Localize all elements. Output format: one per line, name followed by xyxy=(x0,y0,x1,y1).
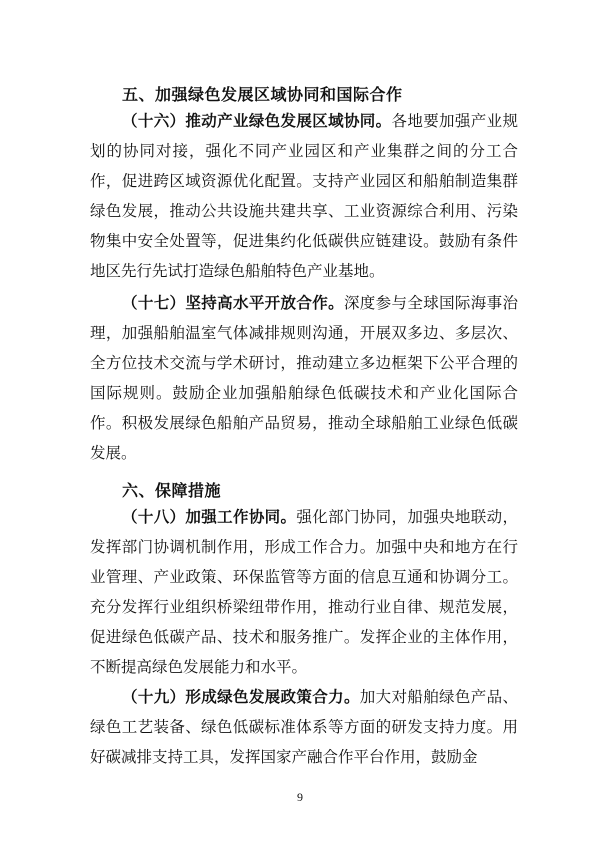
paragraph-17-lead: （十七）坚持高水平开放合作。 xyxy=(122,294,344,312)
section-6-heading: 六、保障措施 xyxy=(122,481,222,500)
paragraph-19 xyxy=(90,682,518,772)
paragraph-16-body: 各地要加强产业规划的协同对接，强化不同产业园区和产业集群之间的分工合作，促进跨区域资源优化配置。支持产业园区和船舶制造集群绿色发展，推动公共设施共建共享、工业资源综合利用、污染物集中安全处置等，促进集约化低碳供应链建设。鼓励有条件地区先行先试打造绿色船舶特色产业基地。 xyxy=(90,112,518,280)
paragraph-16 xyxy=(90,106,518,286)
paragraph-19-body: 加大对船舶绿色产品、绿色工艺装备、绿色低碳标准体系等方面的研发支持力度。用好碳减排支持工具，发挥国家产融合作平台作用，鼓励金 xyxy=(90,688,518,766)
paragraph-18-body: 强化部门协同，加强央地联动，发挥部门协调机制作用，形成工作合力。加强中央和地方在行业管理、产业政策、环保监管等方面的信息互通和协调分工。充分发挥行业组织桥梁纽带作用，推动行业自律、规范发展，促进绿色低碳产品、技术和服务推广。发挥企业的主体作用，不断提高绿色发展能力和水平。 xyxy=(90,508,518,676)
paragraph-16-lead: （十六）推动产业绿色发展区域协同。 xyxy=(122,112,392,130)
paragraph-18-lead: （十八）加强工作协同。 xyxy=(122,508,297,526)
paragraph-17-body: 深度参与全球国际海事治理，加强船舶温室气体减排规则沟通，开展双多边、多层次、全方位技术交流与学术研讨，推动建立多边框架下公平合理的国际规则。鼓励企业加强船舶绿色低碳技术和产业化国际合作。积极发展绿色船舶产品贸易，推动全球船舶工业绿色低碳发展。 xyxy=(90,294,518,462)
paragraph-17 xyxy=(90,288,518,468)
page-number: 9 xyxy=(297,790,303,804)
section-5-heading: 五、加强绿色发展区域协同和国际合作 xyxy=(122,85,403,104)
paragraph-18 xyxy=(90,502,518,682)
paragraph-19-lead: （十九）形成绿色发展政策合力。 xyxy=(122,688,360,706)
